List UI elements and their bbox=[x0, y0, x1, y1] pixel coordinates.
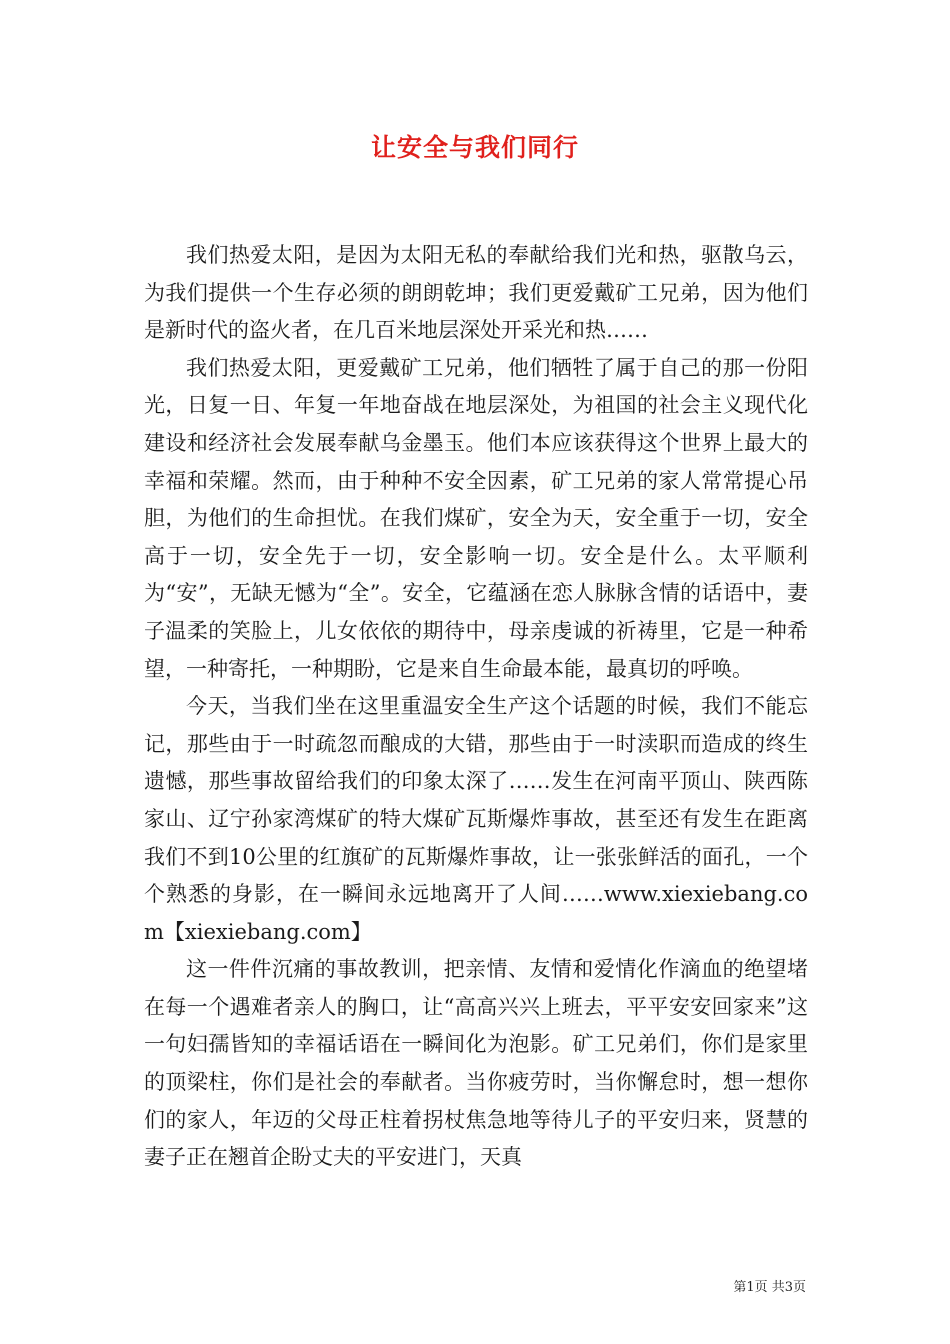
paragraph-2: 我们热爱太阳，更爱戴矿工兄弟，他们牺牲了属于自己的那一份阳光，日复一日、年复一年地奋战在地层深处，为祖国的社会主义现代化建设和经济社会发展奉献乌金墨玉。他们本应该获得这个世界上最大的幸福和荣耀。然而，由于种种不安全因素，矿工兄弟的家人常常提心吊胆，为他们的生命担忧。在我们煤矿，安全为天，安全重于一切，安全高于一切，安全先于一切，安全影响一切。安全是什么。太平顺利为“安”，无缺无憾为“全”。安全，它蕴涵在恋人脉脉含情的话语中，妻子温柔的笑脸上，儿女依依的期待中，母亲虔诚的祈祷里，它是一种希望，一种寄托，一种期盼，它是来自生命最本能，最真切的呼唤。 bbox=[144, 355, 808, 681]
document-title: 让安全与我们同行 bbox=[370, 133, 579, 162]
paragraph-4: 这一件件沉痛的事故教训，把亲情、友情和爱情化作滴血的绝望堵在每一个遇难者亲人的胸口，让“高高兴兴上班去，平平安安回家来”这一句妇孺皆知的幸福话语在一瞬间化为泡影。矿工兄弟们，你们是家里的顶梁柱，你们是社会的奉献者。当你疲劳时，当你懈怠时，想一想你们的家人，年迈的父母正柱着拐杖焦急地等待儿子的平安归来，贤慧的妻子正在翘首企盼丈夫的平安进门，天真 bbox=[144, 957, 808, 1170]
paragraph-3: 今天，当我们坐在这里重温安全生产这个话题的时候，我们不能忘记，那些由于一时疏忽而酿成的大错，那些由于一时渎职而造成的终生遗憾，那些事故留给我们的印象太深了……发生在河南平顶山、陕西陈家山、辽宁孙家湾煤矿的特大煤矿瓦斯爆炸事故，甚至还有发生在距离我们不到10公里的红旗矿的瓦斯爆炸事故，让一张张鲜活的面孔，一个个熟悉的身影，在一瞬间永远地离开了人间……www.xiexiebang.com【xiexiebang.com】 bbox=[144, 694, 808, 944]
page-number-footer: 第1页 共3页 bbox=[733, 1280, 806, 1295]
document-body bbox=[144, 237, 808, 1177]
paragraph-1: 我们热爱太阳，是因为太阳无私的奉献给我们光和热，驱散乌云，为我们提供一个生存必须的朗朗乾坤；我们更爱戴矿工兄弟，因为他们是新时代的盗火者，在几百米地层深处开采光和热…… bbox=[144, 243, 808, 343]
